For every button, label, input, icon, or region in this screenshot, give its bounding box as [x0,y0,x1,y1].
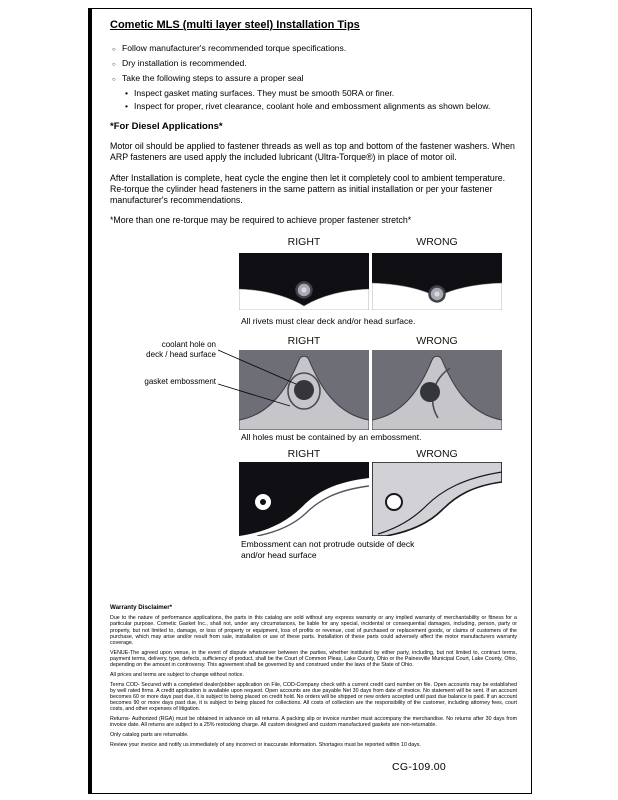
list-item-text: Follow manufacturer's recommended torque specifications. [122,43,347,53]
diesel-heading: *For Diesel Applications* [110,121,223,132]
protrusion-caption-line1: Embossment can not protrude outside of deck [241,539,415,549]
right-label-row1: RIGHT [287,236,321,248]
warranty-paragraph: Review your invoice and notify us immediately of any incorrect or inaccurate information. Shortages must be reported within 10 days. [110,741,421,748]
embossment-caption: All holes must be contained by an embossment. [241,432,422,442]
coolant-hole-label-line2: deck / head surface [146,350,216,359]
list-item [112,72,522,87]
protrusion-caption-line2: and/or head surface [241,550,317,560]
rivet-wrong-diagram [372,253,502,310]
installation-tips-list [112,42,522,113]
list-item [112,42,522,57]
gasket-embossment-label: gasket embossment [144,377,216,386]
page-title: Cometic MLS (multi layer steel) Installation Tips [110,19,360,31]
list-item-text: Dry installation is recommended. [122,58,247,68]
right-label-row2: RIGHT [287,335,321,347]
circle-bullet-icon: ○ [112,77,116,83]
rivet-right-diagram [239,253,369,310]
warranty-paragraph: Terms COD- Secured with a completed dealer/jobber application on File, COD-Company check with a current credit card number on file. Open accounts may be established by well rated firms. A credit application is available upon request. Open accounts are due payable Net 30 days from date of invoice. No statement will be sent. If an account becomes 60 or more days past due, it is subject to being placed on credit hold. No orders will be shipped or new orders accepted until past due balance is paid. If an account becomes 90 or more days past due, it is subject to being placed for collections. All costs of collection are the responsibility of the customer, including attorney fees, court costs, and other expenses of litigation. [110,681,517,713]
embossment-wrong-diagram [372,350,502,430]
protrusion-wrong-diagram [372,462,502,536]
diesel-paragraph: Motor oil should be applied to fastener threads as well as top and bottom of the fastener washers. When ARP fasteners are used apply the included lubricant (Ultra-Torque®) in place of motor oil. [110,141,515,163]
wrong-label-row2: WRONG [416,335,458,347]
diesel-applications-section [110,121,520,226]
warranty-paragraph: Returns- Authorized (RGA) must be obtained in advance on all returns. A packing slip or invoice number must accompany the merchandise. No returns after 30 days from invoice date. All returns are subject to a 25% restocking charge. All custom designed and custom manufactured gaskets are non-returnable. [110,716,517,729]
dot-bullet-icon: • [125,101,129,111]
embossment-right-diagram [239,350,369,430]
sub-list-item [125,100,522,113]
page-frame [88,8,532,794]
wrong-label-row3: WRONG [416,448,458,460]
warranty-paragraph: All prices and terms are subject to change without notice. [110,671,244,678]
sub-list-item-text: Inspect for proper, rivet clearance, coolant hole and embossment alignments as shown below. [134,101,491,111]
sub-list-item [125,87,522,100]
diagram-section [92,234,536,574]
wrong-label-row1: WRONG [416,236,458,248]
page-code: CG-109.00 [392,761,447,773]
warranty-paragraph: Due to the nature of performance applications, the parts in this catalog are sold without any express warranty or any implied warranty of merchantability or fitness for a particular purpose. Cometic Gasket Inc., shall not, under any circumstances, be liable for any special, incidental or consequential damages, including, person, party or property, but not limited to, damage, or loss of property or equipment, loss of profits or revenue, cost of purchased or replacement goods, or claims of customers of the purchase, which may arise and/or result from sale, installation or use of these parts. Installation of these parts could adversely affect the motor manufacturers warranty coverage. [110,615,517,647]
warranty-paragraph: Only catalog parts are returnable. [110,731,189,738]
retorque-note: *More than one re-torque may be required to achieve proper fastener stretch* [110,215,412,226]
protrusion-right-diagram [239,462,369,536]
coolant-hole-label [108,340,216,360]
list-item [112,57,522,72]
diesel-paragraph: After Installation is complete, heat cycle the engine then let it completely cool to ambient temperature. Re-torque the cylinder head fasteners in the same pattern as initial installation or per your fastener manufacturer's recommendations. [110,172,506,206]
coolant-hole-label-line1: coolant hole on [161,340,216,349]
right-label-row3: RIGHT [287,448,321,460]
list-item-text: Take the following steps to assure a proper seal [122,73,304,83]
sub-list-item-text: Inspect gasket mating surfaces. They must be smooth 50RA or finer. [134,88,395,98]
dot-bullet-icon: • [125,88,129,98]
rivet-caption: All rivets must clear deck and/or head surface. [241,316,416,326]
warranty-heading: Warranty Disclaimer* [110,604,173,611]
circle-bullet-icon: ○ [112,62,116,68]
warranty-paragraph: VENUE-The agreed upon venue, in the event of dispute whatsoever between the parties, whether instituted by either party, including, but not limited to, contract terms, payment terms, delivery, type, defects, sufficiency of product, shall be the Court of Common Pleas, Lake County, Ohio or the Painesville Municipal Court, Lake County, Ohio, depending on the amount in controversy. This agreement shall be governed by and construed under the laws of the State of Ohio. [110,649,517,669]
circle-bullet-icon: ○ [112,47,116,53]
warranty-disclaimer-section [110,605,517,751]
